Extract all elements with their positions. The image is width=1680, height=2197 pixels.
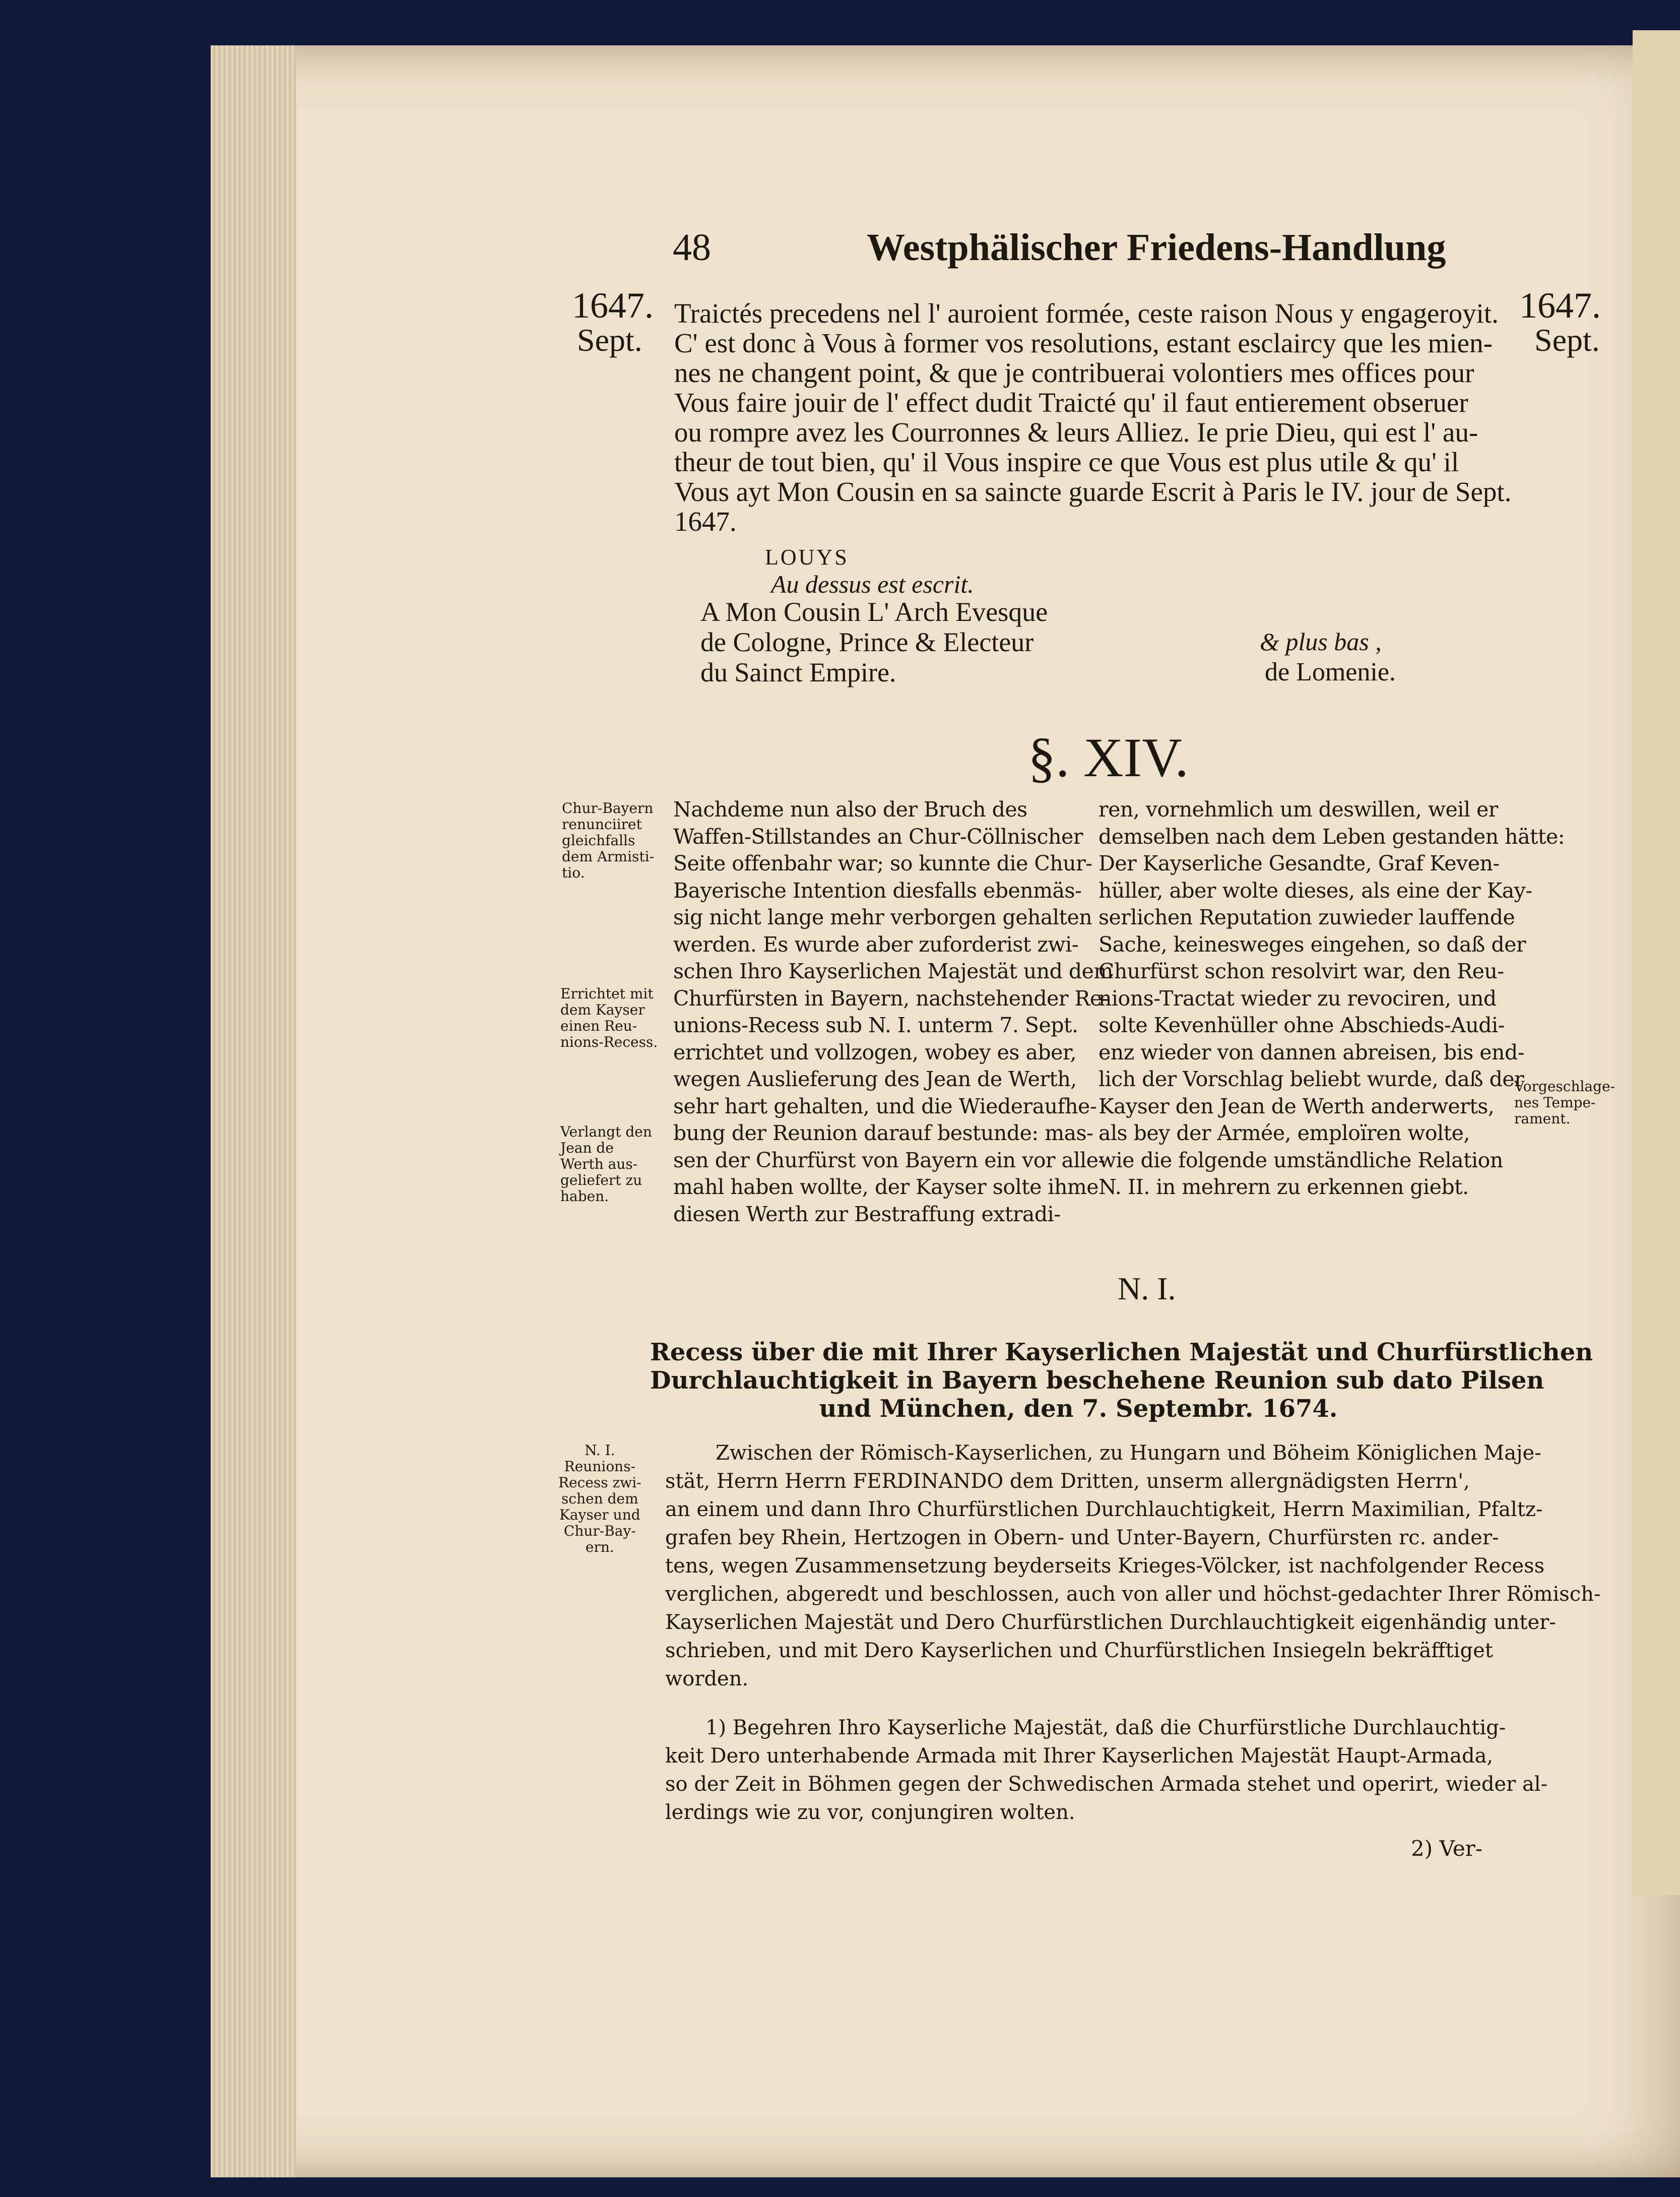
left-column bbox=[673, 796, 1113, 1228]
margin-note-line: geliefert zu bbox=[560, 1172, 642, 1188]
margin-note-line: Verlangt den bbox=[560, 1123, 652, 1140]
french-line: Traictés precedens nel l' auroient formée, ceste raison Nous y engageroyit. bbox=[674, 298, 1499, 329]
column-line: ren, vornehmlich um deswillen, weil er bbox=[1099, 797, 1498, 822]
margin-note-line: einen Reu- bbox=[560, 1018, 637, 1034]
margin-note-line: nes Tempe- bbox=[1514, 1094, 1596, 1111]
margin-note bbox=[560, 986, 658, 1050]
body-line: keit Dero unterhabende Armada mit Ihrer Kayserlichen Majestät Haupt-Armada, bbox=[665, 1744, 1494, 1768]
margin-note-line: nions-Recess. bbox=[560, 1034, 658, 1050]
column-line: sen der Churfürst von Bayern ein vor alle- bbox=[673, 1148, 1105, 1172]
column-line: solte Kevenhüller ohne Abschieds-Audi- bbox=[1099, 1013, 1505, 1037]
right-margin-year: 1647. bbox=[1519, 285, 1601, 326]
margin-note-line: Vorgeschlage- bbox=[1514, 1078, 1616, 1095]
column-line: nions-Tractat wieder zu revociren, und bbox=[1099, 986, 1497, 1011]
body-line: grafen bey Rhein, Hertzogen in Obern- und Unter-Bayern, Churfürsten rc. ander- bbox=[665, 1526, 1499, 1549]
column-line: als bey der Armée, emploïren wolte, bbox=[1099, 1121, 1470, 1145]
facing-page-edge bbox=[1633, 30, 1680, 1895]
column-line: Kayser den Jean de Werth anderwerts, bbox=[1099, 1094, 1495, 1118]
margin-note-line: rament. bbox=[1514, 1110, 1571, 1127]
margin-note-line: dem Kayser bbox=[560, 1001, 645, 1018]
margin-note-line: ern. bbox=[585, 1539, 614, 1555]
body-line: lerdings wie zu vor, conjungiren wolten. bbox=[665, 1801, 1075, 1824]
margin-note bbox=[560, 1124, 652, 1205]
body-line: worden. bbox=[665, 1667, 749, 1690]
column-line: unions-Recess sub N. I. unterm 7. Sept. bbox=[673, 1013, 1078, 1037]
body-line: so der Zeit in Böhmen gegen der Schwedischen Armada stehet und operirt, wieder al- bbox=[665, 1773, 1548, 1796]
page-number: 48 bbox=[673, 226, 711, 269]
address-line: de Cologne, Prince & Electeur bbox=[700, 627, 1034, 657]
column-line: sehr hart gehalten, und die Wiederaufhe- bbox=[673, 1094, 1097, 1118]
margin-note-line: schen dem bbox=[561, 1490, 638, 1507]
column-line: diesen Werth zur Bestraffung extradi- bbox=[673, 1202, 1061, 1226]
column-line: Der Kayserliche Gesandte, Graf Keven- bbox=[1099, 851, 1500, 875]
document-intro bbox=[665, 1439, 1600, 1693]
address-line: du Sainct Empire. bbox=[700, 657, 896, 687]
french-line: theur de tout bien, qu' il Vous inspire ce que Vous est plus utile & qu' il bbox=[674, 447, 1459, 477]
address-block bbox=[700, 597, 1048, 687]
page-edges bbox=[211, 45, 296, 2177]
column-line: Churfürsten in Bayern, nachstehender Re- bbox=[673, 986, 1109, 1011]
left-margin-year: 1647. bbox=[572, 285, 654, 326]
column-line: serlichen Reputation zuwieder lauffende bbox=[1099, 905, 1515, 929]
document-title bbox=[650, 1338, 1593, 1423]
section-heading: §. XIV. bbox=[1028, 727, 1189, 788]
column-line: enz wieder von dannen abreisen, bis end- bbox=[1099, 1040, 1525, 1064]
margin-note-line: N. I. bbox=[585, 1442, 615, 1459]
column-line: bung der Reunion darauf bestunde: mas- bbox=[673, 1121, 1093, 1145]
column-line: wie die folgende umständliche Relation bbox=[1099, 1148, 1503, 1172]
body-line: schrieben, und mit Dero Kayserlichen und Churfürstlichen Insiegeln bekräfftiget bbox=[665, 1639, 1493, 1662]
body-line: stät, Herrn Herrn FERDINANDO dem Dritten, unserm allergnädigsten Herrn', bbox=[665, 1470, 1470, 1493]
margin-note-line: Chur-Bay- bbox=[563, 1523, 636, 1539]
margin-note-line: renunciiret bbox=[562, 816, 642, 833]
column-line: Sache, keinesweges eingehen, so daß der bbox=[1099, 932, 1526, 957]
column-line: N. II. in mehrern zu erkennen giebt. bbox=[1099, 1175, 1469, 1199]
french-letter bbox=[674, 298, 1511, 536]
column-line: Churfürst schon resolvirt war, den Reu- bbox=[1099, 959, 1504, 983]
french-line: nes ne changent point, & que je contribuerai volontiers mes offices pour bbox=[674, 357, 1474, 388]
french-line: Vous faire jouir de l' effect dudit Traicté qu' il faut entierement obseruer bbox=[674, 387, 1468, 418]
title-line: Durchlauchtigkeit in Bayern beschehene Reunion sub dato Pilsen bbox=[650, 1366, 1544, 1395]
french-line: C' est donc à Vous à former vos resolutions, estant esclaircy que les mien- bbox=[674, 328, 1493, 358]
column-line: schen Ihro Kayserlichen Majestät und dem bbox=[673, 959, 1113, 983]
margin-note-line: Werth aus- bbox=[560, 1156, 638, 1172]
body-line: tens, wegen Zusammensetzung beyderseits Krieges-Völcker, ist nachfolgender Recess bbox=[665, 1554, 1545, 1578]
french-line: ou rompre avez les Courronnes & leurs Alliez. Ie prie Dieu, qui est l' au- bbox=[674, 417, 1478, 448]
margin-note-line: tio. bbox=[562, 864, 585, 881]
catchword: 2) Ver- bbox=[1411, 1836, 1483, 1861]
right-column bbox=[1099, 796, 1565, 1201]
left-margin-month: Sept. bbox=[577, 322, 642, 358]
body-line: 1) Begehren Ihro Kayserliche Majestät, daß die Churfürstliche Durchlauchtig- bbox=[705, 1716, 1506, 1739]
article-1 bbox=[665, 1714, 1547, 1827]
column-line: Waffen-Stillstandes an Chur-Cöllnischer bbox=[673, 824, 1083, 849]
column-line: mahl haben wollte, der Kayser solte ihme bbox=[673, 1175, 1099, 1199]
margin-note-line: gleichfalls bbox=[562, 832, 635, 849]
margin-note-line: Chur-Bayern bbox=[562, 800, 654, 817]
body-line: an einem und dann Ihro Churfürstlichen Durchlauchtigkeit, Herrn Maximilian, Pfaltz- bbox=[665, 1498, 1543, 1521]
margin-note bbox=[562, 800, 654, 881]
countersign-label: & plus bas , bbox=[1260, 627, 1382, 656]
superscription-label: Au dessus est escrit. bbox=[771, 570, 974, 598]
french-line: Vous ayt Mon Cousin en sa saincte guarde Escrit à Paris le IV. jour de Sept. bbox=[674, 476, 1512, 507]
title-line: und München, den 7. Septembr. 1674. bbox=[819, 1395, 1338, 1423]
margin-note-line: Jean de bbox=[560, 1140, 614, 1156]
document-number: N. I. bbox=[1118, 1271, 1176, 1306]
margin-note-line: Recess zwi- bbox=[558, 1474, 641, 1491]
margin-note-line: dem Armisti- bbox=[562, 848, 655, 865]
margin-note-line: Kayser und bbox=[559, 1506, 640, 1523]
body-line: Zwischen der Römisch-Kayserlichen, zu Hungarn und Böheim Königlichen Maje- bbox=[716, 1441, 1541, 1465]
margin-note bbox=[1514, 1079, 1615, 1127]
body-line: Kayserlichen Majestät und Dero Churfürstlichen Durchlauchtigkeit eigenhändig unter- bbox=[665, 1611, 1556, 1634]
column-line: Seite offenbahr war; so kunnte die Chur- bbox=[673, 851, 1092, 875]
signature: LOUYS bbox=[765, 545, 849, 570]
column-line: werden. Es wurde aber zuforderist zwi- bbox=[673, 932, 1079, 957]
column-line: demselben nach dem Leben gestanden hätte: bbox=[1099, 824, 1565, 849]
column-line: Nachdeme nun also der Bruch des bbox=[673, 797, 1027, 822]
right-margin-month: Sept. bbox=[1534, 322, 1600, 358]
column-line: errichtet und vollzogen, wobey es aber, bbox=[673, 1040, 1077, 1064]
margin-note-line: Reunions- bbox=[564, 1458, 636, 1475]
column-line: lich der Vorschlag beliebt wurde, daß der bbox=[1099, 1067, 1524, 1091]
title-line: Recess über die mit Ihrer Kayserlichen Majestät und Churfürstlichen bbox=[650, 1338, 1593, 1366]
countersign-name: de Lomenie. bbox=[1265, 658, 1396, 686]
margin-note-line: haben. bbox=[560, 1188, 609, 1205]
column-line: wegen Auslieferung des Jean de Werth, bbox=[673, 1067, 1077, 1091]
body-line: verglichen, abgeredt und beschlossen, auch von aller und höchst-gedachter Ihrer Römisch- bbox=[665, 1583, 1601, 1606]
running-title: Westphälischer Friedens-Handlung bbox=[867, 226, 1446, 269]
column-line: Bayerische Intention diesfalls ebenmäs- bbox=[673, 878, 1082, 903]
french-line: 1647. bbox=[674, 506, 737, 537]
address-line: A Mon Cousin L' Arch Evesque bbox=[700, 597, 1048, 627]
margin-note-line: Errichtet mit bbox=[560, 985, 654, 1002]
column-line: sig nicht lange mehr verborgen gehalten bbox=[673, 905, 1092, 929]
margin-note bbox=[558, 1442, 641, 1555]
column-line: hüller, aber wolte dieses, als eine der Kay- bbox=[1099, 878, 1532, 903]
